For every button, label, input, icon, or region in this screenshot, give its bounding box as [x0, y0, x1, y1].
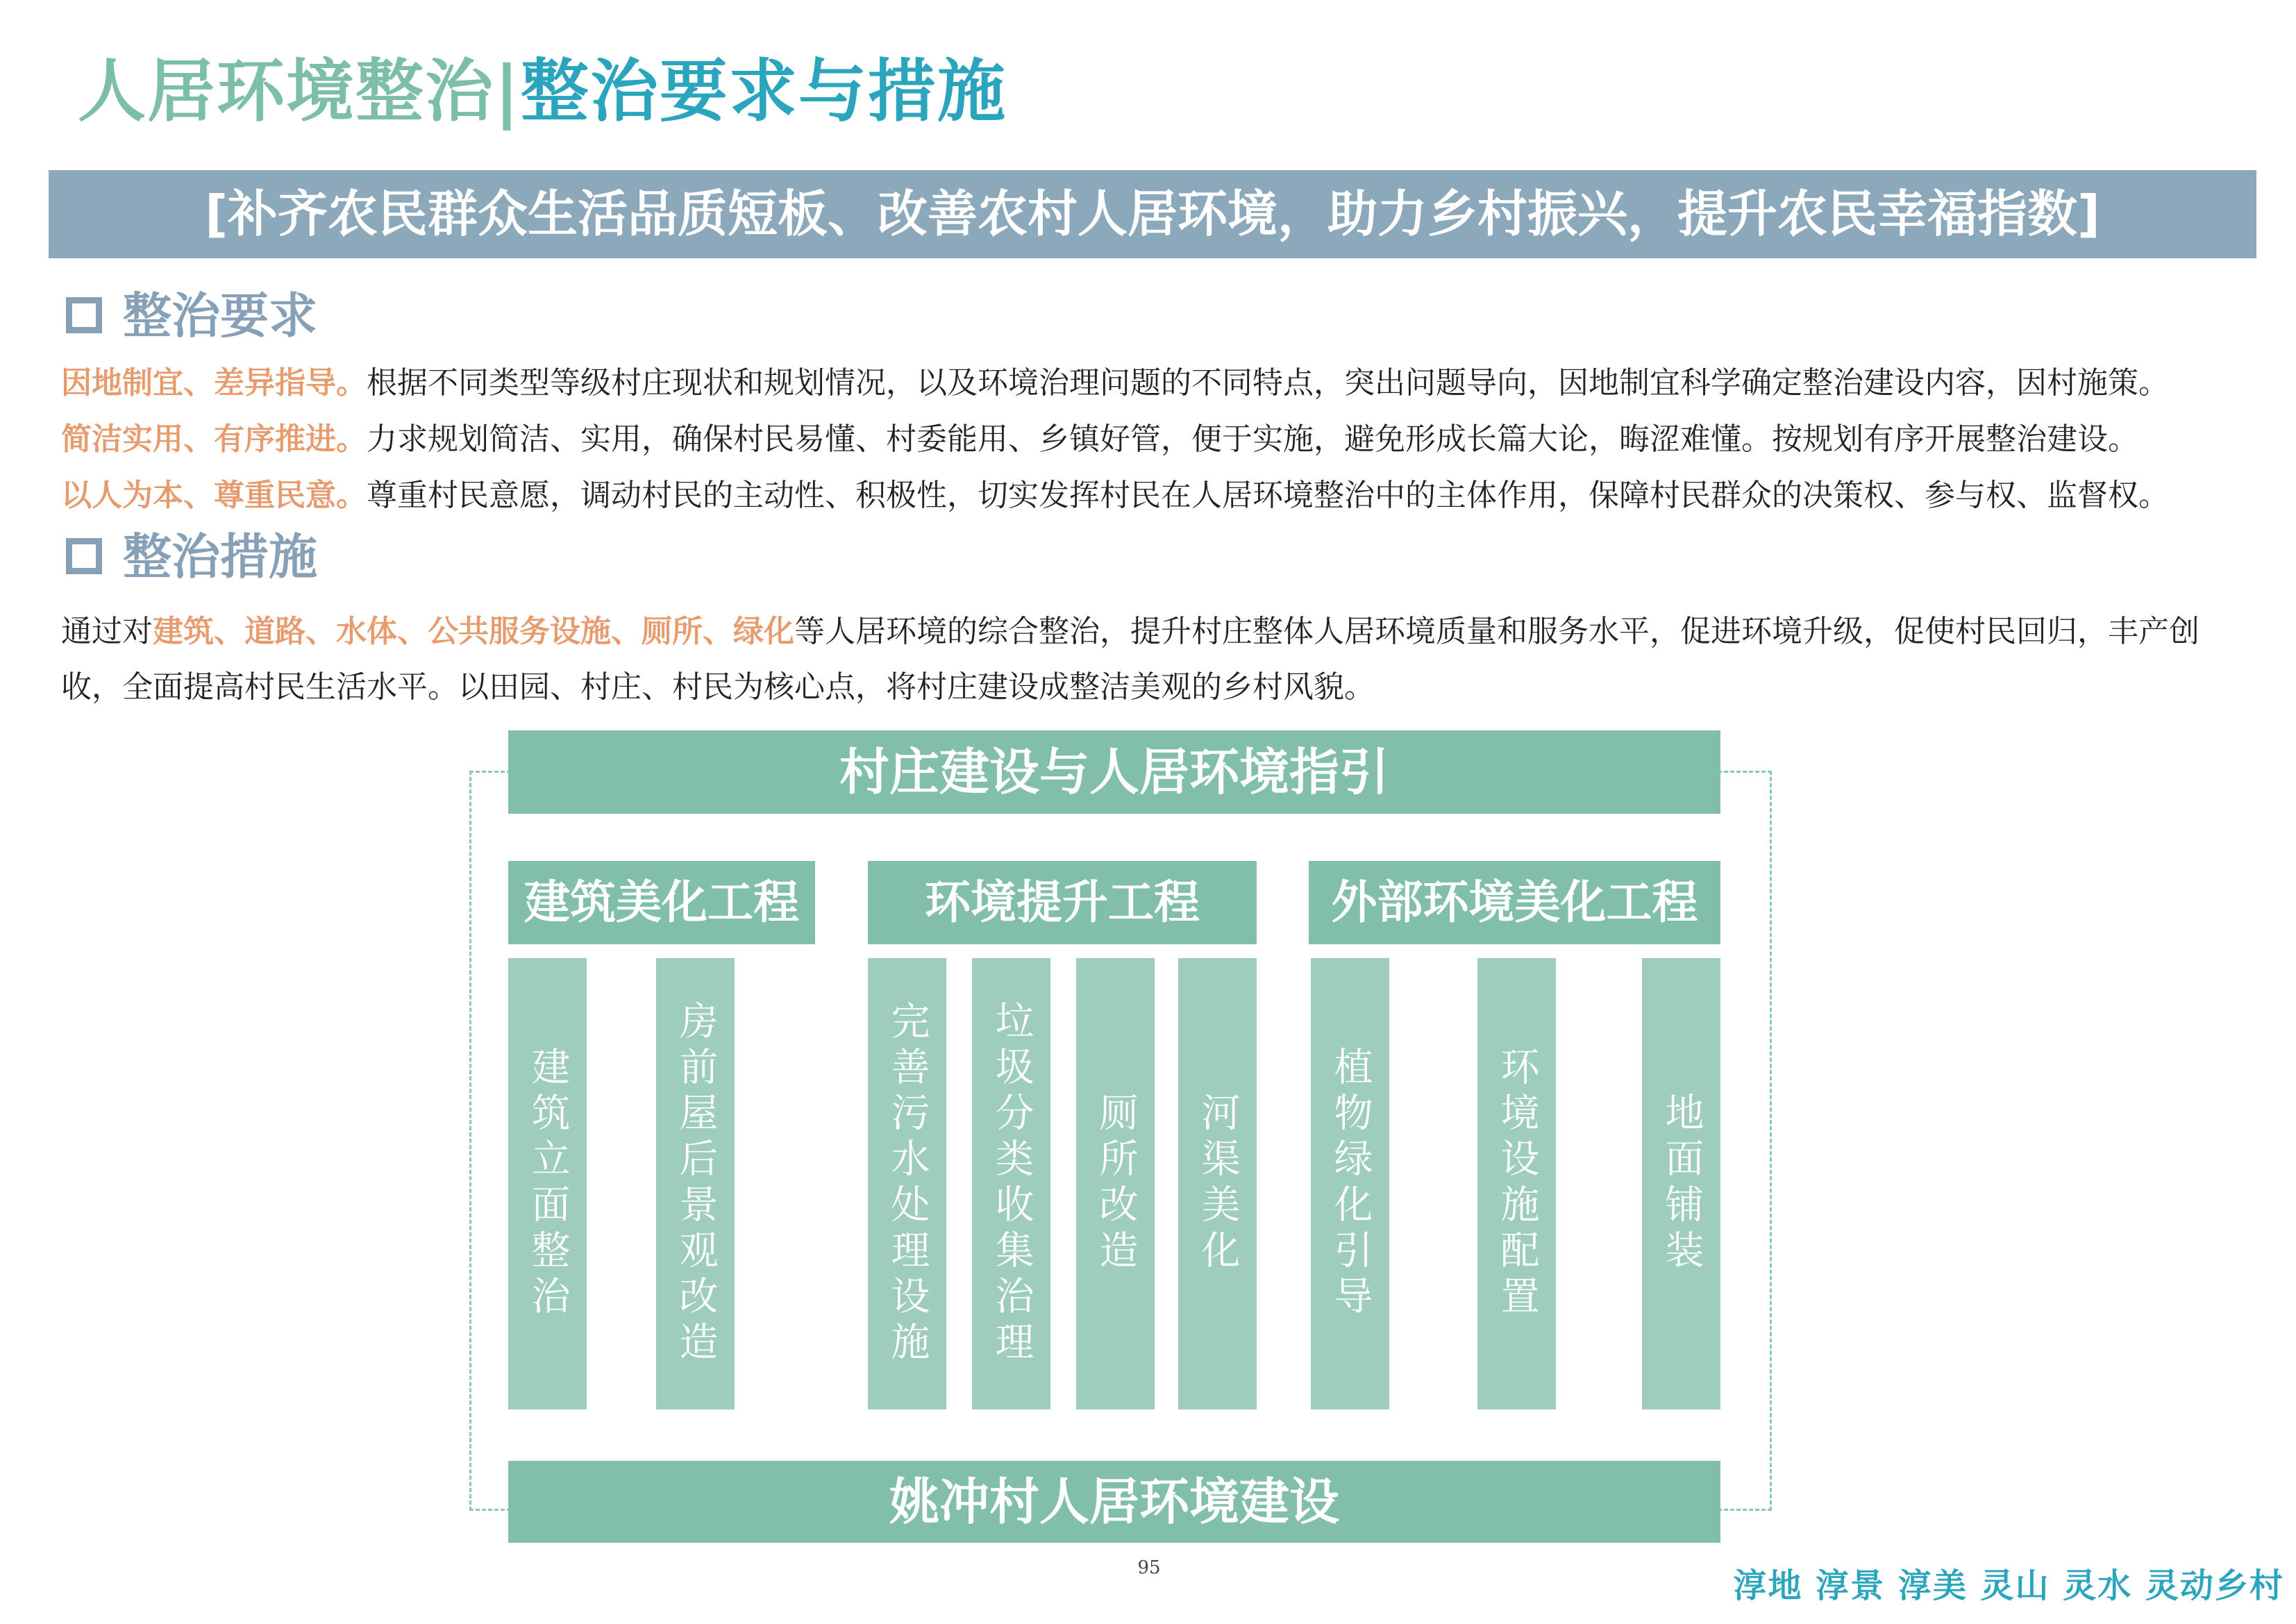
measures-prefix: 通过对	[61, 614, 153, 649]
title-sub: 整治要求与措施	[520, 52, 1007, 131]
page-title	[78, 43, 1007, 140]
requirement-highlight: 以人为本、尊重民意。	[61, 478, 367, 513]
slogan-banner: [补齐农民群众生活品质短板、改善农村人居环境，助力乡村振兴，提升农民幸福指数]	[49, 170, 2256, 258]
measure-column	[868, 958, 946, 1409]
square-bullet-icon	[66, 538, 102, 574]
measures-suffix: 等人居环境的综合整治，提升村庄整体人居环境质量和服务水平，促进环境升级，促使村民回归，丰产创收，全面提高村民生活水平。以田园、村庄、村民为核心点，将村庄建设成整洁美观的乡村风貌。	[61, 614, 2199, 705]
measure-column-label: 房前屋后景观改造	[673, 1001, 719, 1367]
measure-column-label: 植物绿化引导	[1327, 1046, 1373, 1321]
measure-column-label: 建筑立面整治	[525, 1046, 571, 1321]
measure-column	[972, 958, 1050, 1409]
measure-column-label: 厕所改造	[1093, 1092, 1139, 1275]
measure-column	[1076, 958, 1155, 1409]
measure-column-label: 环境设施配置	[1494, 1046, 1540, 1321]
diagram-top-bar: 村庄建设与人居环境指引	[508, 730, 1720, 814]
requirement-text: 根据不同类型等级村庄现状和规划情况，以及环境治理问题的不同特点，突出问题导向，因地制宜科学确定整治建设内容，因村施策。	[367, 365, 2169, 401]
measure-column	[1477, 958, 1556, 1409]
measure-column	[656, 958, 735, 1409]
category-exterior: 外部环境美化工程	[1309, 861, 1720, 944]
title-separator: |	[494, 52, 521, 131]
requirement-highlight: 因地制宜、差异指导。	[61, 365, 367, 401]
measure-column-label: 河渠美化	[1195, 1092, 1241, 1275]
measures-heading-text: 整治措施	[123, 528, 317, 585]
measure-column-label: 完善污水处理设施	[885, 1001, 930, 1367]
requirement-item	[61, 355, 2169, 411]
measure-column	[1178, 958, 1257, 1409]
measures-heading	[66, 522, 317, 592]
measure-column	[508, 958, 587, 1409]
measures-highlight: 建筑、道路、水体、公共服务设施、厕所、绿化	[153, 614, 794, 649]
category-building: 建筑美化工程	[508, 861, 815, 944]
requirement-item	[61, 468, 2169, 524]
requirements-heading-text: 整治要求	[123, 287, 317, 344]
requirement-item	[61, 412, 2138, 467]
footer-slogan: 淳地 淳景 淳美 灵山 灵水 灵动乡村	[1733, 1566, 2284, 1605]
square-bullet-icon	[66, 297, 102, 333]
diagram-bottom-bar: 姚冲村人居环境建设	[508, 1461, 1720, 1543]
measure-column	[1642, 958, 1720, 1409]
title-main: 人居环境整治	[78, 52, 495, 131]
requirement-text: 尊重村民意愿，调动村民的主动性、积极性，切实发挥村民在人居环境整治中的主体作用，保障村民群众的决策权、参与权、监督权。	[367, 478, 2169, 513]
measure-column	[1311, 958, 1389, 1409]
category-environment: 环境提升工程	[868, 861, 1257, 944]
measures-paragraph	[61, 604, 2255, 715]
measure-column-label: 地面铺装	[1659, 1092, 1704, 1275]
requirements-heading	[66, 281, 317, 351]
page-number: 95	[1137, 1557, 1161, 1578]
measure-column-label: 垃圾分类收集治理	[989, 1001, 1034, 1367]
requirement-highlight: 简洁实用、有序推进。	[61, 421, 367, 457]
requirement-text: 力求规划简洁、实用，确保村民易懂、村委能用、乡镇好管，便于实施，避免形成长篇大论，晦涩难懂。按规划有序开展整治建设。	[367, 421, 2138, 457]
